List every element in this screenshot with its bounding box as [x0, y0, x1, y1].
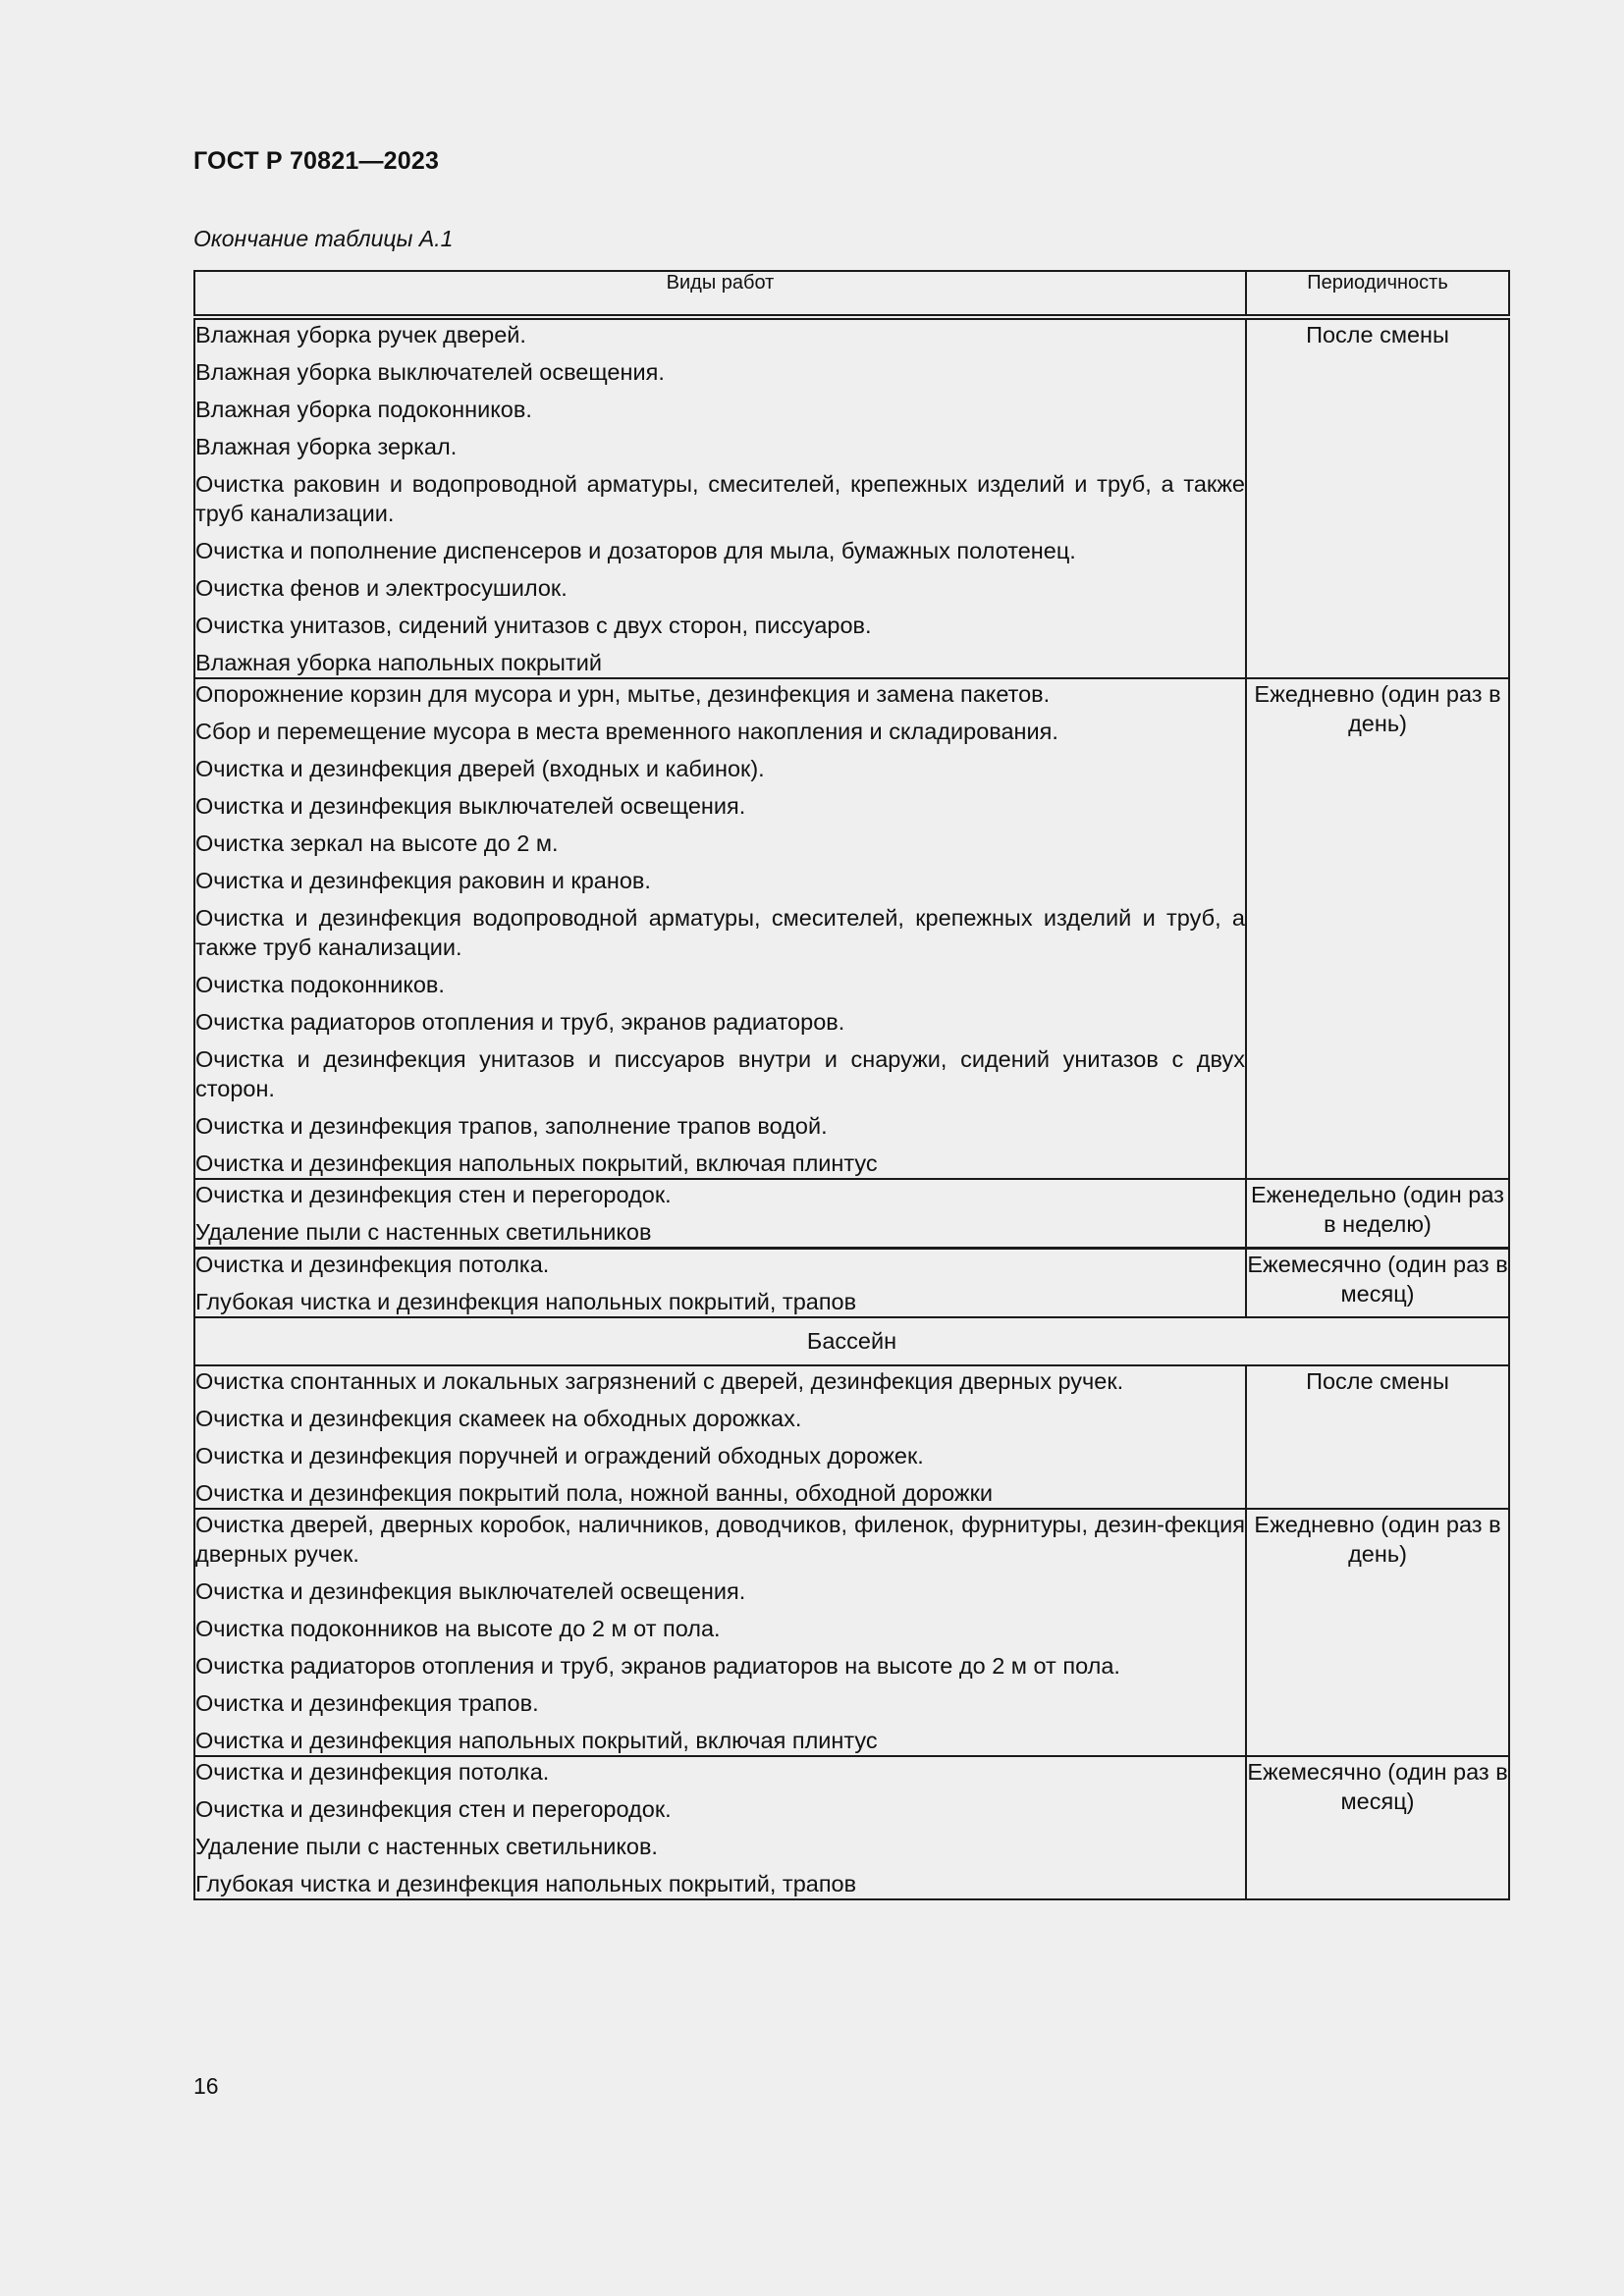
work-item: Очистка раковин и водопроводной арматуры, смесителей, крепежных изделий и труб, а также труб канализации.	[195, 471, 1245, 526]
table-row	[194, 1756, 1509, 1899]
work-item: Очистка и дезинфекция напольных покрытий, включая плинтус	[195, 1728, 878, 1753]
works-cell	[194, 1365, 1246, 1509]
works-cell	[194, 1509, 1246, 1756]
period-cell: Ежедневно (один раз в день)	[1246, 678, 1509, 1179]
work-item: Очистка и пополнение диспенсеров и дозаторов для мыла, бумажных полотенец.	[195, 538, 1076, 563]
works-table	[193, 270, 1510, 1900]
table-row	[194, 317, 1509, 678]
period-cell: Ежедневно (один раз в день)	[1246, 1509, 1509, 1756]
work-item: Очистка дверей, дверных коробок, наличников, доводчиков, филенок, фурнитуры, дезин-фекция дверных ручек.	[195, 1512, 1245, 1567]
section-row	[194, 1317, 1509, 1365]
work-item: Очистка и дезинфекция покрытий пола, ножной ванны, обходной дорожки	[195, 1480, 993, 1506]
work-item: Очистка и дезинфекция напольных покрытий, включая плинтус	[195, 1150, 878, 1176]
page-number: 16	[193, 2073, 219, 2099]
work-item: Сбор и перемещение мусора в места временного накопления и складирования.	[195, 719, 1058, 744]
work-item: Очистка и дезинфекция потолка.	[195, 1252, 550, 1277]
work-item: Очистка радиаторов отопления и труб, экранов радиаторов.	[195, 1009, 845, 1035]
period-cell: Ежемесячно (один раз в месяц)	[1246, 1249, 1509, 1318]
works-cell	[194, 1179, 1246, 1249]
work-item: Очистка подоконников на высоте до 2 м от пола.	[195, 1616, 721, 1641]
work-item: Очистка и дезинфекция выключателей освещения.	[195, 1578, 746, 1604]
document-header: ГОСТ Р 70821—2023	[193, 147, 440, 175]
table-header-row	[194, 271, 1509, 317]
work-item: Очистка и дезинфекция стен и перегородок.	[195, 1182, 672, 1207]
work-item: Очистка и дезинфекция потолка.	[195, 1759, 550, 1785]
work-item: Очистка и дезинфекция скамеек на обходных дорожках.	[195, 1406, 802, 1431]
works-cell	[194, 1249, 1246, 1318]
work-item: Очистка и дезинфекция водопроводной арматуры, смесителей, крепежных изделий и труб, а также труб канализации.	[195, 905, 1245, 960]
table-row	[194, 678, 1509, 1179]
work-item: Удаление пыли с настенных светильников.	[195, 1834, 658, 1859]
work-item: Очистка подоконников.	[195, 972, 445, 997]
work-item: Очистка и дезинфекция выключателей освещения.	[195, 793, 746, 819]
period-cell: Ежемесячно (один раз в месяц)	[1246, 1756, 1509, 1899]
work-item: Влажная уборка зеркал.	[195, 434, 458, 459]
work-item: Очистка и дезинфекция поручней и ограждений обходных дорожек.	[195, 1443, 924, 1468]
work-item: Очистка фенов и электросушилок.	[195, 575, 568, 601]
work-item: Очистка зеркал на высоте до 2 м.	[195, 830, 559, 856]
period-cell: После смены	[1246, 317, 1509, 678]
period-cell: Еженедельно (один раз в неделю)	[1246, 1179, 1509, 1249]
work-item: Удаление пыли с настенных светильников	[195, 1219, 652, 1245]
column-header-period: Периодичность	[1246, 271, 1509, 317]
work-item: Глубокая чистка и дезинфекция напольных покрытий, трапов	[195, 1289, 857, 1314]
work-item: Влажная уборка подоконников.	[195, 397, 532, 422]
work-item: Очистка унитазов, сидений унитазов с двух сторон, писсуаров.	[195, 613, 872, 638]
work-item: Опорожнение корзин для мусора и урн, мытье, дезинфекция и замена пакетов.	[195, 681, 1051, 707]
work-item: Очистка и дезинфекция трапов.	[195, 1690, 539, 1716]
work-item: Очистка спонтанных и локальных загрязнений с дверей, дезинфекция дверных ручек.	[195, 1368, 1124, 1394]
table-caption: Окончание таблицы А.1	[193, 226, 454, 251]
work-item: Очистка и дезинфекция унитазов и писсуаров внутри и снаружи, сидений унитазов с двух сторон.	[195, 1046, 1245, 1101]
table-row	[194, 1509, 1509, 1756]
works-cell	[194, 1756, 1246, 1899]
works-cell	[194, 678, 1246, 1179]
work-item: Влажная уборка ручек дверей.	[195, 322, 526, 347]
period-cell: После смены	[1246, 1365, 1509, 1509]
column-header-works: Виды работ	[194, 271, 1246, 317]
table-row	[194, 1179, 1509, 1249]
work-item: Влажная уборка выключателей освещения.	[195, 359, 665, 385]
work-item: Очистка и дезинфекция раковин и кранов.	[195, 868, 651, 893]
table-row	[194, 1249, 1509, 1318]
work-item: Влажная уборка напольных покрытий	[195, 650, 602, 675]
work-item: Глубокая чистка и дезинфекция напольных покрытий, трапов	[195, 1871, 857, 1896]
table-row	[194, 1365, 1509, 1509]
work-item: Очистка и дезинфекция стен и перегородок.	[195, 1796, 672, 1822]
work-item: Очистка и дезинфекция дверей (входных и кабинок).	[195, 756, 765, 781]
works-cell	[194, 317, 1246, 678]
work-item: Очистка радиаторов отопления и труб, экранов радиаторов на высоте до 2 м от пола.	[195, 1653, 1120, 1679]
section-title: Бассейн	[194, 1317, 1509, 1365]
work-item: Очистка и дезинфекция трапов, заполнение трапов водой.	[195, 1113, 828, 1139]
